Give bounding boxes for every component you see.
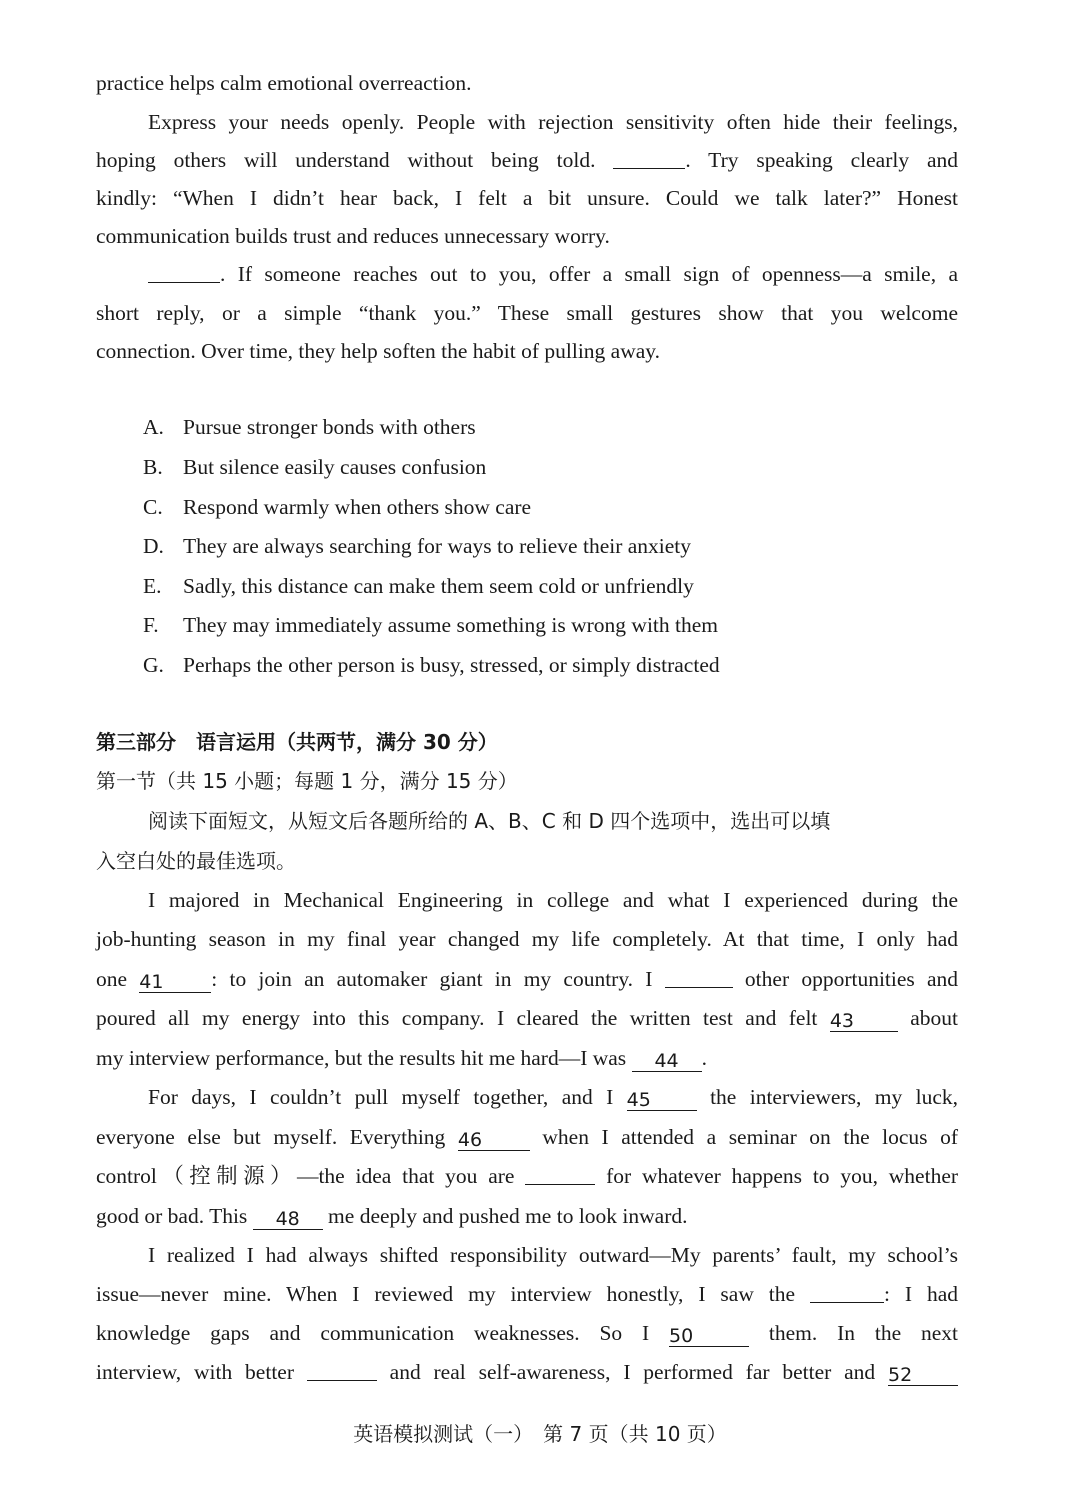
- cloze-line: one 41 : to join an automaker giant in my country. I other opportunities and: [96, 967, 959, 993]
- cloze-line: good or bad. This 48 me deeply and pushed me to look inward.: [96, 1204, 688, 1230]
- cloze-line: issue—never mine. When I reviewed my interview honestly, I saw the : I had: [96, 1282, 958, 1306]
- section-title: 第三部分 语言运用（共两节，满分 30 分）: [96, 730, 498, 754]
- passage-line: Express your needs openly. People with rejection sensitivity often hide their feelings,: [148, 110, 958, 134]
- cloze-line: knowledge gaps and communication weaknesses. So I 50 them. In the next: [96, 1321, 959, 1347]
- cloze-line: I majored in Mechanical Engineering in college and what I experienced during the: [148, 888, 958, 912]
- instructions: 阅读下面短文，从短文后各题所给的 A、B、C 和 D 四个选项中，选出可以填: [148, 809, 831, 833]
- passage-line: communication builds trust and reduces unnecessary worry.: [96, 224, 610, 248]
- option-item: C. Respond warmly when others show care: [143, 495, 532, 519]
- cloze-line: For days, I couldn’t pull myself together, and I 45 the interviewers, my luck,: [148, 1085, 958, 1111]
- passage-line: hoping others will understand without being told. . Try speaking clearly and: [96, 148, 958, 172]
- option-item: B. But silence easily causes confusion: [143, 455, 487, 479]
- answer-blank-48[interactable]: 48: [253, 1209, 323, 1230]
- answer-blank[interactable]: [148, 262, 220, 283]
- page-footer: 英语模拟测试（一） 第 7 页（共 10 页）: [353, 1422, 727, 1446]
- cloze-line: I realized I had always shifted responsibility outward—My parents’ fault, my school’s: [148, 1243, 958, 1267]
- answer-blank-43[interactable]: 43: [830, 1011, 898, 1032]
- answer-blank-45[interactable]: 45: [627, 1090, 697, 1111]
- cloze-line: everyone else but myself. Everything 46 when I attended a seminar on the locus of: [96, 1125, 958, 1151]
- option-item: E. Sadly, this distance can make them seem cold or unfriendly: [143, 574, 694, 598]
- answer-blank-46[interactable]: 46: [458, 1130, 530, 1151]
- answer-blank-41[interactable]: 41: [139, 972, 211, 993]
- passage-line: kindly: “When I didn’t hear back, I felt a bit unsure. Could we talk later?” Honest: [96, 186, 958, 210]
- answer-blank-47[interactable]: [525, 1164, 595, 1185]
- section-subtitle: 第一节（共 15 小题；每题 1 分，满分 15 分）: [96, 769, 518, 793]
- cloze-line: interview, with better and real self-awareness, I performed far better and 52: [96, 1357, 958, 1387]
- passage-line: short reply, or a simple “thank you.” These small gestures show that you welcome: [96, 301, 958, 325]
- passage-line: . If someone reaches out to you, offer a small sign of openness—a smile, a: [148, 259, 958, 289]
- instructions: 入空白处的最佳选项。: [96, 849, 296, 873]
- answer-blank-52[interactable]: 52: [888, 1365, 958, 1386]
- answer-blank-49[interactable]: [810, 1282, 884, 1303]
- answer-blank-50[interactable]: 50: [669, 1326, 749, 1347]
- answer-blank-44[interactable]: 44: [632, 1051, 702, 1072]
- passage-line: connection. Over time, they help soften the habit of pulling away.: [96, 339, 661, 363]
- answer-blank-42[interactable]: [665, 967, 733, 988]
- answer-blank-51[interactable]: [307, 1360, 377, 1381]
- option-item: G. Perhaps the other person is busy, stressed, or simply distracted: [143, 653, 720, 677]
- passage-line: practice helps calm emotional overreaction.: [96, 71, 472, 95]
- answer-blank[interactable]: [613, 148, 685, 169]
- option-item: D. They are always searching for ways to relieve their anxiety: [143, 534, 692, 558]
- cloze-line: control（控制源）—the idea that you are for whatever happens to you, whether: [96, 1164, 959, 1188]
- cloze-line: my interview performance, but the results hit me hard—I was 44 .: [96, 1046, 707, 1072]
- option-item: F. They may immediately assume something is wrong with them: [143, 613, 719, 637]
- cloze-line: job-hunting season in my final year changed my life completely. At that time, I only had: [96, 927, 958, 951]
- cloze-line: poured all my energy into this company. I cleared the written test and felt 43 about: [96, 1006, 959, 1032]
- option-item: A. Pursue stronger bonds with others: [143, 415, 476, 439]
